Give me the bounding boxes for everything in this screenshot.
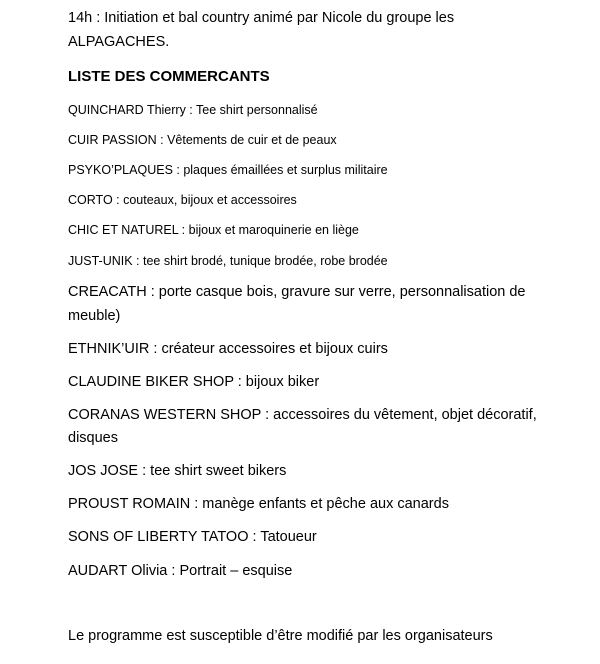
merchant-item: SONS OF LIBERTY TATOO : Tatoueur [68, 529, 317, 545]
merchant-item-continuation: disques [68, 430, 118, 446]
merchant-item: CHIC ET NATUREL : bijoux et maroquinerie en liège [68, 223, 359, 237]
merchant-item: PSYKO’PLAQUES : plaques émaillées et surplus militaire [68, 163, 388, 177]
merchant-item: ETHNIK’UIR : créateur accessoires et bijoux cuirs [68, 341, 388, 357]
merchant-item: CUIR PASSION : Vêtements de cuir et de peaux [68, 133, 337, 147]
intro-line-2: ALPAGACHES. [68, 34, 170, 50]
merchant-item-continuation: meuble) [68, 308, 121, 324]
merchant-item: JOS JOSE : tee shirt sweet bikers [68, 463, 287, 479]
merchant-item: JUST-UNIK : tee shirt brodé, tunique brodée, robe brodée [68, 254, 388, 268]
footer-note: Le programme est susceptible d’être modifié par les organisateurs [68, 628, 493, 644]
merchant-item: CORTO : couteaux, bijoux et accessoires [68, 193, 297, 207]
merchant-item: PROUST ROMAIN : manège enfants et pêche aux canards [68, 496, 449, 512]
merchant-item: AUDART Olivia : Portrait – esquise [68, 563, 293, 579]
merchant-item: QUINCHARD Thierry : Tee shirt personnalisé [68, 103, 318, 117]
merchant-item: CREACATH : porte casque bois, gravure sur verre, personnalisation de [68, 284, 526, 300]
intro-line-1: 14h : Initiation et bal country animé par Nicole du groupe les [68, 10, 455, 26]
merchant-item: CORANAS WESTERN SHOP : accessoires du vêtement, objet décoratif, [68, 407, 537, 423]
section-heading: LISTE DES COMMERCANTS [68, 68, 270, 85]
merchant-item: CLAUDINE BIKER SHOP : bijoux biker [68, 374, 320, 390]
